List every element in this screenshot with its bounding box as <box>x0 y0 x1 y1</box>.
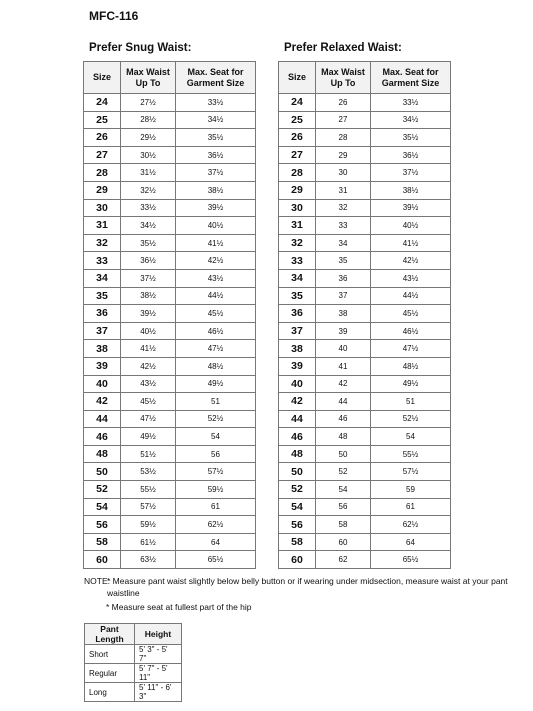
max-seat-cell: 40½ <box>371 217 451 235</box>
table-row <box>84 393 256 411</box>
max-seat-column-header: Max. Seat for Garment Size <box>371 62 451 94</box>
size-cell: 48 <box>279 445 316 463</box>
max-waist-cell: 57½ <box>121 498 176 516</box>
size-cell: 37 <box>279 322 316 340</box>
size-cell: 34 <box>84 269 121 287</box>
size-column-header: Size <box>279 62 316 94</box>
max-waist-cell: 31½ <box>121 164 176 182</box>
table-row <box>84 129 256 147</box>
size-cell: 36 <box>279 305 316 323</box>
max-waist-cell: 51½ <box>121 445 176 463</box>
table-row <box>279 463 451 481</box>
max-waist-cell: 54 <box>316 481 371 499</box>
note-waist-instruction: * Measure pant waist slightly below belly button or if wearing under midsection, measure waist at your pant waistline <box>107 576 508 598</box>
size-cell: 25 <box>84 111 121 129</box>
max-waist-cell: 62 <box>316 551 371 569</box>
table-row <box>84 498 256 516</box>
size-cell: 29 <box>279 181 316 199</box>
max-waist-cell: 41 <box>316 357 371 375</box>
max-waist-cell: 27½ <box>121 94 176 112</box>
table-row <box>279 234 451 252</box>
max-waist-cell: 42 <box>316 375 371 393</box>
max-seat-cell: 61 <box>176 498 256 516</box>
max-waist-cell: 33½ <box>121 199 176 217</box>
table-row <box>279 199 451 217</box>
size-cell: 33 <box>279 252 316 270</box>
max-seat-cell: 34½ <box>176 111 256 129</box>
max-waist-cell: 55½ <box>121 481 176 499</box>
max-seat-cell: 36½ <box>176 146 256 164</box>
max-seat-cell: 36½ <box>371 146 451 164</box>
size-cell: 58 <box>279 533 316 551</box>
max-waist-cell: 38½ <box>121 287 176 305</box>
table-row <box>279 164 451 182</box>
table-row <box>84 305 256 323</box>
size-cell: 39 <box>279 357 316 375</box>
max-seat-cell: 64 <box>371 533 451 551</box>
table-row <box>84 551 256 569</box>
snug-waist-table <box>83 61 256 569</box>
max-waist-cell: 34½ <box>121 217 176 235</box>
size-cell: 27 <box>279 146 316 164</box>
size-cell: 44 <box>84 410 121 428</box>
max-waist-cell: 33 <box>316 217 371 235</box>
max-waist-cell: 47½ <box>121 410 176 428</box>
table-row <box>279 252 451 270</box>
size-cell: 28 <box>279 164 316 182</box>
max-seat-cell: 35½ <box>176 129 256 147</box>
max-seat-cell: 42½ <box>176 252 256 270</box>
max-seat-cell: 47½ <box>176 340 256 358</box>
max-waist-cell: 38 <box>316 305 371 323</box>
table-row <box>84 111 256 129</box>
max-seat-cell: 38½ <box>176 181 256 199</box>
max-seat-cell: 64 <box>176 533 256 551</box>
max-waist-cell: 53½ <box>121 463 176 481</box>
max-seat-cell: 41½ <box>371 234 451 252</box>
size-cell: 56 <box>84 516 121 534</box>
table-row <box>84 463 256 481</box>
table-row <box>84 181 256 199</box>
size-cell: 39 <box>84 357 121 375</box>
max-waist-cell: 32½ <box>121 181 176 199</box>
max-waist-cell: 35 <box>316 252 371 270</box>
size-cell: 56 <box>279 516 316 534</box>
table-row <box>84 322 256 340</box>
table-row <box>84 516 256 534</box>
table-row <box>279 217 451 235</box>
max-waist-cell: 26 <box>316 94 371 112</box>
max-waist-cell: 37½ <box>121 269 176 287</box>
table-row <box>279 94 451 112</box>
table-row <box>84 234 256 252</box>
max-seat-cell: 62½ <box>371 516 451 534</box>
pant-length-column-header: Pant Length <box>85 624 135 645</box>
size-cell: 52 <box>84 481 121 499</box>
max-seat-cell: 57½ <box>176 463 256 481</box>
max-seat-cell: 61 <box>371 498 451 516</box>
max-seat-cell: 45½ <box>176 305 256 323</box>
max-waist-cell: 60 <box>316 533 371 551</box>
max-waist-cell: 36½ <box>121 252 176 270</box>
max-seat-cell: 33½ <box>176 94 256 112</box>
length-table-header-row <box>85 624 182 645</box>
max-waist-cell: 35½ <box>121 234 176 252</box>
max-waist-cell: 27 <box>316 111 371 129</box>
size-cell: 52 <box>279 481 316 499</box>
table-row <box>84 146 256 164</box>
size-cell: 28 <box>84 164 121 182</box>
max-seat-cell: 56 <box>176 445 256 463</box>
max-waist-cell: 49½ <box>121 428 176 446</box>
table-row <box>279 287 451 305</box>
size-cell: 42 <box>84 393 121 411</box>
relaxed-waist-table <box>278 61 451 569</box>
max-seat-cell: 54 <box>176 428 256 446</box>
max-waist-cell: 42½ <box>121 357 176 375</box>
table-row <box>279 498 451 516</box>
table-row <box>85 645 182 664</box>
table-row <box>279 340 451 358</box>
max-seat-cell: 37½ <box>176 164 256 182</box>
table-row <box>279 146 451 164</box>
max-waist-cell: 43½ <box>121 375 176 393</box>
max-waist-cell: 41½ <box>121 340 176 358</box>
max-seat-cell: 35½ <box>371 129 451 147</box>
size-cell: 30 <box>84 199 121 217</box>
max-seat-cell: 51 <box>371 393 451 411</box>
table-row <box>279 393 451 411</box>
max-waist-cell: 31 <box>316 181 371 199</box>
max-seat-cell: 37½ <box>371 164 451 182</box>
size-cell: 25 <box>279 111 316 129</box>
snug-table-title: Prefer Snug Waist: <box>89 42 192 54</box>
note-label: NOTE: <box>84 576 110 586</box>
max-waist-cell: 30½ <box>121 146 176 164</box>
size-cell: 40 <box>279 375 316 393</box>
max-seat-cell: 49½ <box>371 375 451 393</box>
max-seat-cell: 52½ <box>371 410 451 428</box>
pant-length-table <box>84 623 182 702</box>
size-cell: 60 <box>279 551 316 569</box>
size-cell: 24 <box>84 94 121 112</box>
table-row <box>279 269 451 287</box>
size-cell: 35 <box>279 287 316 305</box>
max-seat-cell: 41½ <box>176 234 256 252</box>
table-row <box>279 375 451 393</box>
table-row <box>84 164 256 182</box>
size-cell: 38 <box>279 340 316 358</box>
table-row <box>84 269 256 287</box>
size-cell: 42 <box>279 393 316 411</box>
size-cell: 44 <box>279 410 316 428</box>
max-waist-cell: 52 <box>316 463 371 481</box>
max-waist-column-header: Max Waist Up To <box>316 62 371 94</box>
table-row <box>84 199 256 217</box>
table-row <box>84 287 256 305</box>
max-seat-cell: 54 <box>371 428 451 446</box>
max-waist-cell: 48 <box>316 428 371 446</box>
table-row <box>84 428 256 446</box>
table-row <box>84 252 256 270</box>
max-waist-cell: 44 <box>316 393 371 411</box>
size-cell: 32 <box>84 234 121 252</box>
size-cell: 24 <box>279 94 316 112</box>
max-seat-column-header: Max. Seat for Garment Size <box>176 62 256 94</box>
size-cell: 50 <box>279 463 316 481</box>
table-row <box>84 445 256 463</box>
max-waist-cell: 29½ <box>121 129 176 147</box>
max-seat-cell: 47½ <box>371 340 451 358</box>
max-waist-cell: 61½ <box>121 533 176 551</box>
max-waist-cell: 29 <box>316 146 371 164</box>
max-seat-cell: 48½ <box>176 357 256 375</box>
max-seat-cell: 44½ <box>371 287 451 305</box>
max-waist-cell: 28 <box>316 129 371 147</box>
height-cell: 5' 7" - 5' 11" <box>135 664 182 683</box>
table-row <box>85 683 182 702</box>
max-waist-cell: 30 <box>316 164 371 182</box>
max-seat-cell: 55½ <box>371 445 451 463</box>
table-row <box>279 181 451 199</box>
max-seat-cell: 46½ <box>371 322 451 340</box>
size-cell: 60 <box>84 551 121 569</box>
max-waist-cell: 36 <box>316 269 371 287</box>
table-row <box>279 428 451 446</box>
max-seat-cell: 39½ <box>176 199 256 217</box>
note-seat-instruction: * Measure seat at fullest part of the hip <box>106 602 252 612</box>
max-seat-cell: 43½ <box>176 269 256 287</box>
max-waist-cell: 34 <box>316 234 371 252</box>
table-row <box>279 516 451 534</box>
size-cell: 50 <box>84 463 121 481</box>
size-cell: 27 <box>84 146 121 164</box>
max-seat-cell: 42½ <box>371 252 451 270</box>
height-column-header: Height <box>135 624 182 645</box>
table-row <box>279 129 451 147</box>
size-cell: 31 <box>279 217 316 235</box>
pant-length-cell: Regular <box>85 664 135 683</box>
size-cell: 30 <box>279 199 316 217</box>
max-waist-cell: 32 <box>316 199 371 217</box>
pant-length-cell: Long <box>85 683 135 702</box>
max-waist-cell: 39½ <box>121 305 176 323</box>
height-cell: 5' 3" - 5' 7" <box>135 645 182 664</box>
table-row <box>279 551 451 569</box>
max-seat-cell: 59 <box>371 481 451 499</box>
max-seat-cell: 59½ <box>176 481 256 499</box>
table-row <box>84 94 256 112</box>
max-seat-cell: 45½ <box>371 305 451 323</box>
max-seat-cell: 38½ <box>371 181 451 199</box>
table-row <box>279 305 451 323</box>
size-cell: 46 <box>279 428 316 446</box>
max-seat-cell: 62½ <box>176 516 256 534</box>
document-code: MFC-116 <box>89 9 139 23</box>
table-row <box>84 481 256 499</box>
table-row <box>84 375 256 393</box>
height-cell: 5' 11" - 6' 3" <box>135 683 182 702</box>
max-waist-column-header: Max Waist Up To <box>121 62 176 94</box>
table-row <box>279 322 451 340</box>
max-seat-cell: 39½ <box>371 199 451 217</box>
table-row <box>84 357 256 375</box>
max-waist-cell: 50 <box>316 445 371 463</box>
size-cell: 33 <box>84 252 121 270</box>
size-cell: 31 <box>84 217 121 235</box>
max-seat-cell: 65½ <box>176 551 256 569</box>
relaxed-table-header-row <box>279 62 451 94</box>
max-waist-cell: 45½ <box>121 393 176 411</box>
max-seat-cell: 44½ <box>176 287 256 305</box>
size-cell: 36 <box>84 305 121 323</box>
size-cell: 48 <box>84 445 121 463</box>
table-row <box>279 445 451 463</box>
max-waist-cell: 63½ <box>121 551 176 569</box>
max-seat-cell: 43½ <box>371 269 451 287</box>
max-seat-cell: 52½ <box>176 410 256 428</box>
max-seat-cell: 65½ <box>371 551 451 569</box>
table-row <box>279 357 451 375</box>
max-seat-cell: 57½ <box>371 463 451 481</box>
table-row <box>85 664 182 683</box>
max-waist-cell: 58 <box>316 516 371 534</box>
max-waist-cell: 46 <box>316 410 371 428</box>
max-seat-cell: 33½ <box>371 94 451 112</box>
max-seat-cell: 48½ <box>371 357 451 375</box>
max-seat-cell: 40½ <box>176 217 256 235</box>
max-waist-cell: 28½ <box>121 111 176 129</box>
max-seat-cell: 46½ <box>176 322 256 340</box>
table-row <box>84 340 256 358</box>
table-row <box>279 410 451 428</box>
size-cell: 26 <box>279 129 316 147</box>
table-row <box>84 533 256 551</box>
max-waist-cell: 59½ <box>121 516 176 534</box>
size-cell: 54 <box>279 498 316 516</box>
relaxed-table-title: Prefer Relaxed Waist: <box>284 42 402 54</box>
size-cell: 34 <box>279 269 316 287</box>
max-seat-cell: 34½ <box>371 111 451 129</box>
table-row <box>279 111 451 129</box>
table-row <box>279 481 451 499</box>
size-cell: 38 <box>84 340 121 358</box>
size-cell: 26 <box>84 129 121 147</box>
snug-table-header-row <box>84 62 256 94</box>
max-waist-cell: 56 <box>316 498 371 516</box>
pant-length-cell: Short <box>85 645 135 664</box>
size-cell: 58 <box>84 533 121 551</box>
size-cell: 40 <box>84 375 121 393</box>
max-seat-cell: 49½ <box>176 375 256 393</box>
table-row <box>279 533 451 551</box>
table-row <box>84 217 256 235</box>
max-waist-cell: 37 <box>316 287 371 305</box>
max-waist-cell: 40½ <box>121 322 176 340</box>
max-waist-cell: 39 <box>316 322 371 340</box>
max-waist-cell: 40 <box>316 340 371 358</box>
size-cell: 35 <box>84 287 121 305</box>
size-cell: 37 <box>84 322 121 340</box>
size-cell: 29 <box>84 181 121 199</box>
table-row <box>84 410 256 428</box>
max-seat-cell: 51 <box>176 393 256 411</box>
size-cell: 32 <box>279 234 316 252</box>
size-cell: 54 <box>84 498 121 516</box>
size-column-header: Size <box>84 62 121 94</box>
size-cell: 46 <box>84 428 121 446</box>
